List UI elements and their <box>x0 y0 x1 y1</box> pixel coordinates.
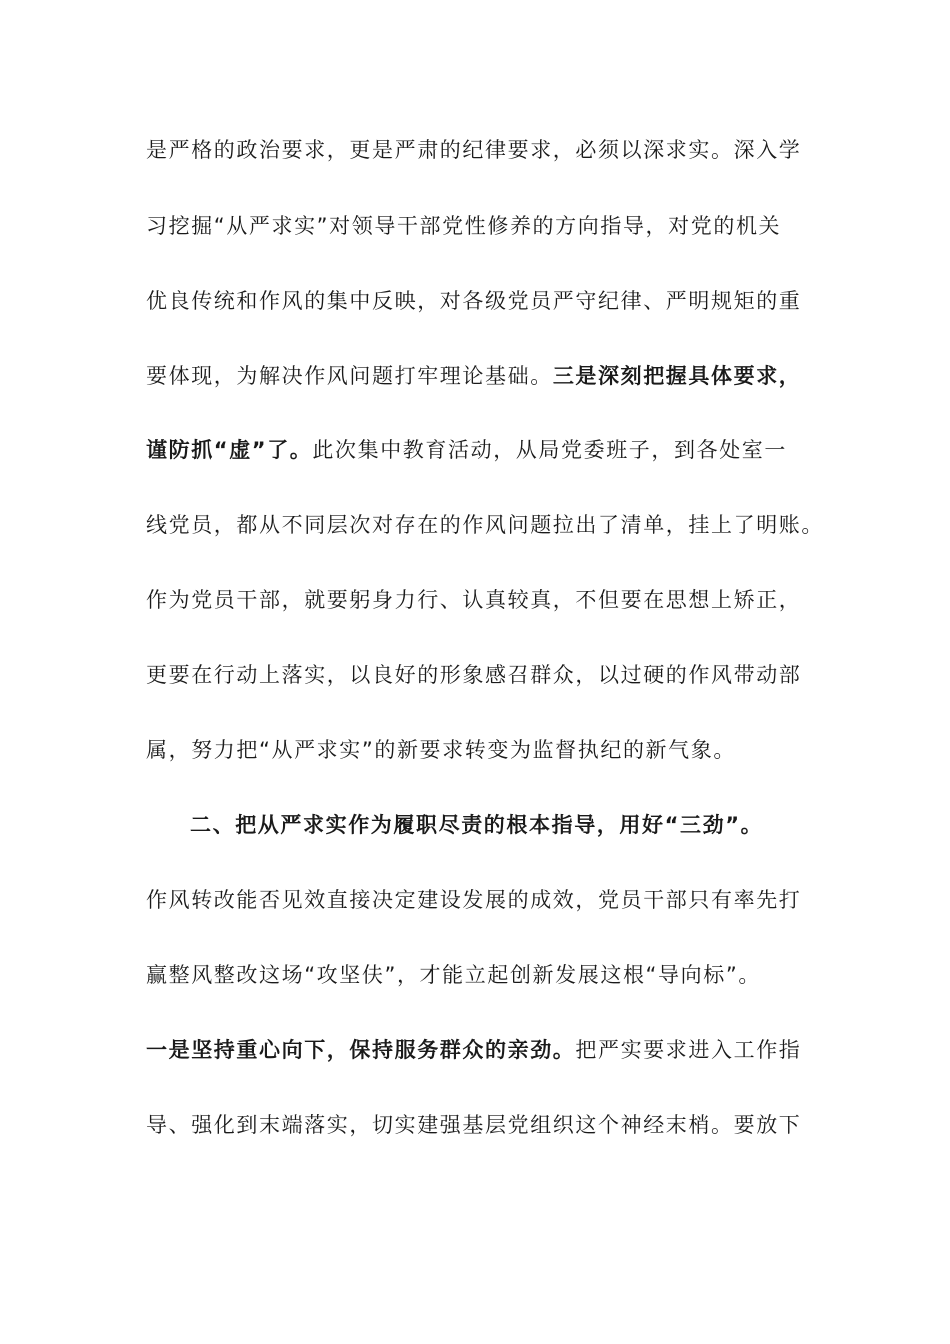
text-run: 作为党员干部，就要躬身力行、认真较真，不但要在思想上矫正， <box>146 588 802 612</box>
text-line <box>146 580 806 620</box>
text-line <box>146 955 806 995</box>
text-line <box>146 356 806 396</box>
text-run: 更要在行动上落实，以良好的形象感召群众，以过硬的作风带动部 <box>146 663 802 687</box>
text-line <box>146 130 806 170</box>
section-heading-text: 二、把从严求实作为履职尽责的根本指导，用好“三劲”。 <box>190 813 764 837</box>
text-run: 把严实要求进入工作指 <box>575 1038 802 1062</box>
text-line <box>146 1105 806 1145</box>
text-run: 要体现，为解决作风问题打牢理论基础。 <box>146 364 553 388</box>
text-run: 此次集中教育活动，从局党委班子，到各处室一 <box>312 438 788 462</box>
text-run: 赢整风整改这场“攻坚伕”，才能立起创新发展这根“导向标”。 <box>146 963 761 987</box>
text-line <box>146 880 806 920</box>
text-run: 导、强化到末端落实，切实建强基层党组织这个神经末梢。要放下 <box>146 1113 802 1137</box>
text-run: 属，努力把“从严求实”的新要求转变为监督执纪的新气象。 <box>146 738 736 762</box>
text-line <box>146 430 806 470</box>
text-line <box>146 1030 806 1070</box>
text-line <box>146 505 824 545</box>
bold-text-run: 谨防抓“虚”了。 <box>146 438 313 462</box>
text-line <box>146 655 806 695</box>
bold-text-run: 三是深刻把握具体要求， <box>552 364 802 388</box>
text-line <box>146 281 806 321</box>
text-line <box>146 206 806 246</box>
text-run: 是严格的政治要求，更是严肃的纪律要求，必须以深求实。深入学 <box>146 138 802 162</box>
text-line <box>146 730 806 770</box>
text-run: 线党员，都从不同层次对存在的作风问题拉出了清单，挂上了明账。 <box>146 513 824 537</box>
text-run: 作风转改能否见效直接决定建设发展的成效，党员干部只有率先打 <box>146 888 802 912</box>
text-run: 习挖掘“从严求实”对领导干部党性修养的方向指导，对党的机关 <box>146 214 782 238</box>
text-run: 优良传统和作风的集中反映，对各级党员严守纪律、严明规矩的重 <box>146 289 802 313</box>
bold-text-run: 一是坚持重心向下，保持服务群众的亲劲。 <box>146 1038 576 1062</box>
section-heading <box>190 805 850 845</box>
